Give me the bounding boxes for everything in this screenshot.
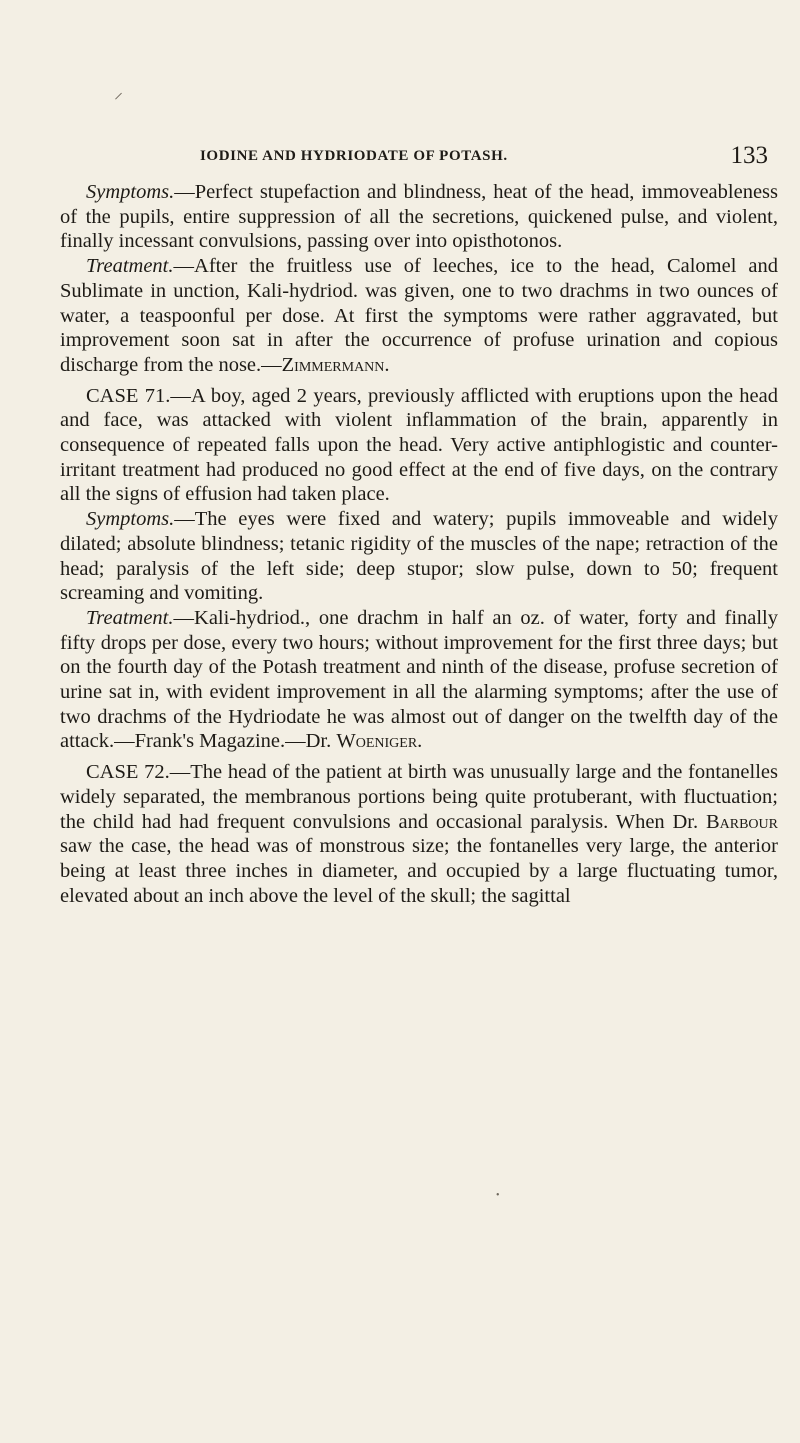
author-name: Zimmermann. bbox=[281, 353, 390, 376]
paragraph-symptoms-1 bbox=[60, 180, 778, 254]
paragraph-label: Symptoms. bbox=[86, 508, 175, 531]
paragraph-case-71 bbox=[60, 384, 778, 508]
paragraph-treatment-2 bbox=[60, 606, 778, 754]
paragraph-case-72 bbox=[60, 760, 778, 908]
ink-speck: • bbox=[496, 1190, 500, 1201]
paragraph-label: Treatment. bbox=[86, 255, 174, 278]
paragraph-text: —Kali-hydriod., one drachm in half an oz. of water, forty and finally fifty drops per dose, every two hours; without improvement for the first three days; but on the fourth day of the Potash treatment and ninth of the disease, profuse secretion of urine sat in, with evident improvement in all the alarming symptoms; after the use of two drachms of the Hydriodate he was almost out of danger on the twelfth day of the attack.—Frank's Magazine.—Dr. bbox=[60, 606, 778, 753]
paragraph-symptoms-2 bbox=[60, 507, 778, 606]
page-number: 133 bbox=[730, 142, 768, 169]
ink-mark: ⸝ bbox=[114, 82, 123, 102]
running-title: IODINE AND HYDRIODATE OF POTASH. bbox=[200, 148, 508, 164]
paragraph-text: CASE 71.—A boy, aged 2 years, previously afflicted with eruptions upon the head and face, was attacked with violent inflammation of the brain, apparently in consequence of repeated falls upon the head. Very active antiphlogistic and counter-irritant treatment had produced no good effect at the end of five days, on the contrary all the signs of effusion had taken place. bbox=[60, 384, 778, 506]
paragraph-text: saw the case, the head was of monstrous size; the fontanelles very large, the anterior being at least three inches in diameter, and occupied by a large fluctuating tumor, elevated about an inch above the level of the skull; the sagittal bbox=[60, 835, 778, 907]
body-text bbox=[60, 180, 778, 908]
paragraph-text: —The eyes were fixed and watery; pupils immoveable and widely dilated; absolute blindness; tetanic rigidity of the muscles of the nape; retraction of the head; paralysis of the left side; deep stupor; slow pulse, down to 50; frequent screaming and vomiting. bbox=[60, 508, 778, 605]
paragraph-text: —After the fruitless use of leeches, ice to the head, Calomel and Sublimate in unction, Kali-hydriod. was given, one to two drachms in two ounces of water, a teaspoonful per dose. At first the symptoms were rather aggravated, but improvement soon sat in after the occurrence of profuse urination and copious discharge from the nose.— bbox=[60, 255, 778, 376]
paragraph-label: Treatment. bbox=[86, 606, 174, 629]
paragraph-label: Symptoms. bbox=[86, 181, 175, 203]
paragraph-text: CASE 72.—The head of the patient at birth was unusually large and the fontanelles widely separated, the membranous portions being quite protuberant, with fluctuation; the child had had frequent convulsions and occasional paralysis. When Dr. bbox=[60, 761, 778, 833]
doctor-name: Barbour bbox=[705, 810, 778, 833]
paragraph-treatment-1 bbox=[60, 254, 778, 378]
author-name: Woeniger. bbox=[336, 730, 423, 753]
paragraph-text: —Perfect stupefaction and blindness, heat of the head, immoveableness of the pupils, entire suppression of all the secretions, quickened pulse, and violent, finally incessant convulsions, passing over into opisthotonos. bbox=[60, 181, 778, 253]
